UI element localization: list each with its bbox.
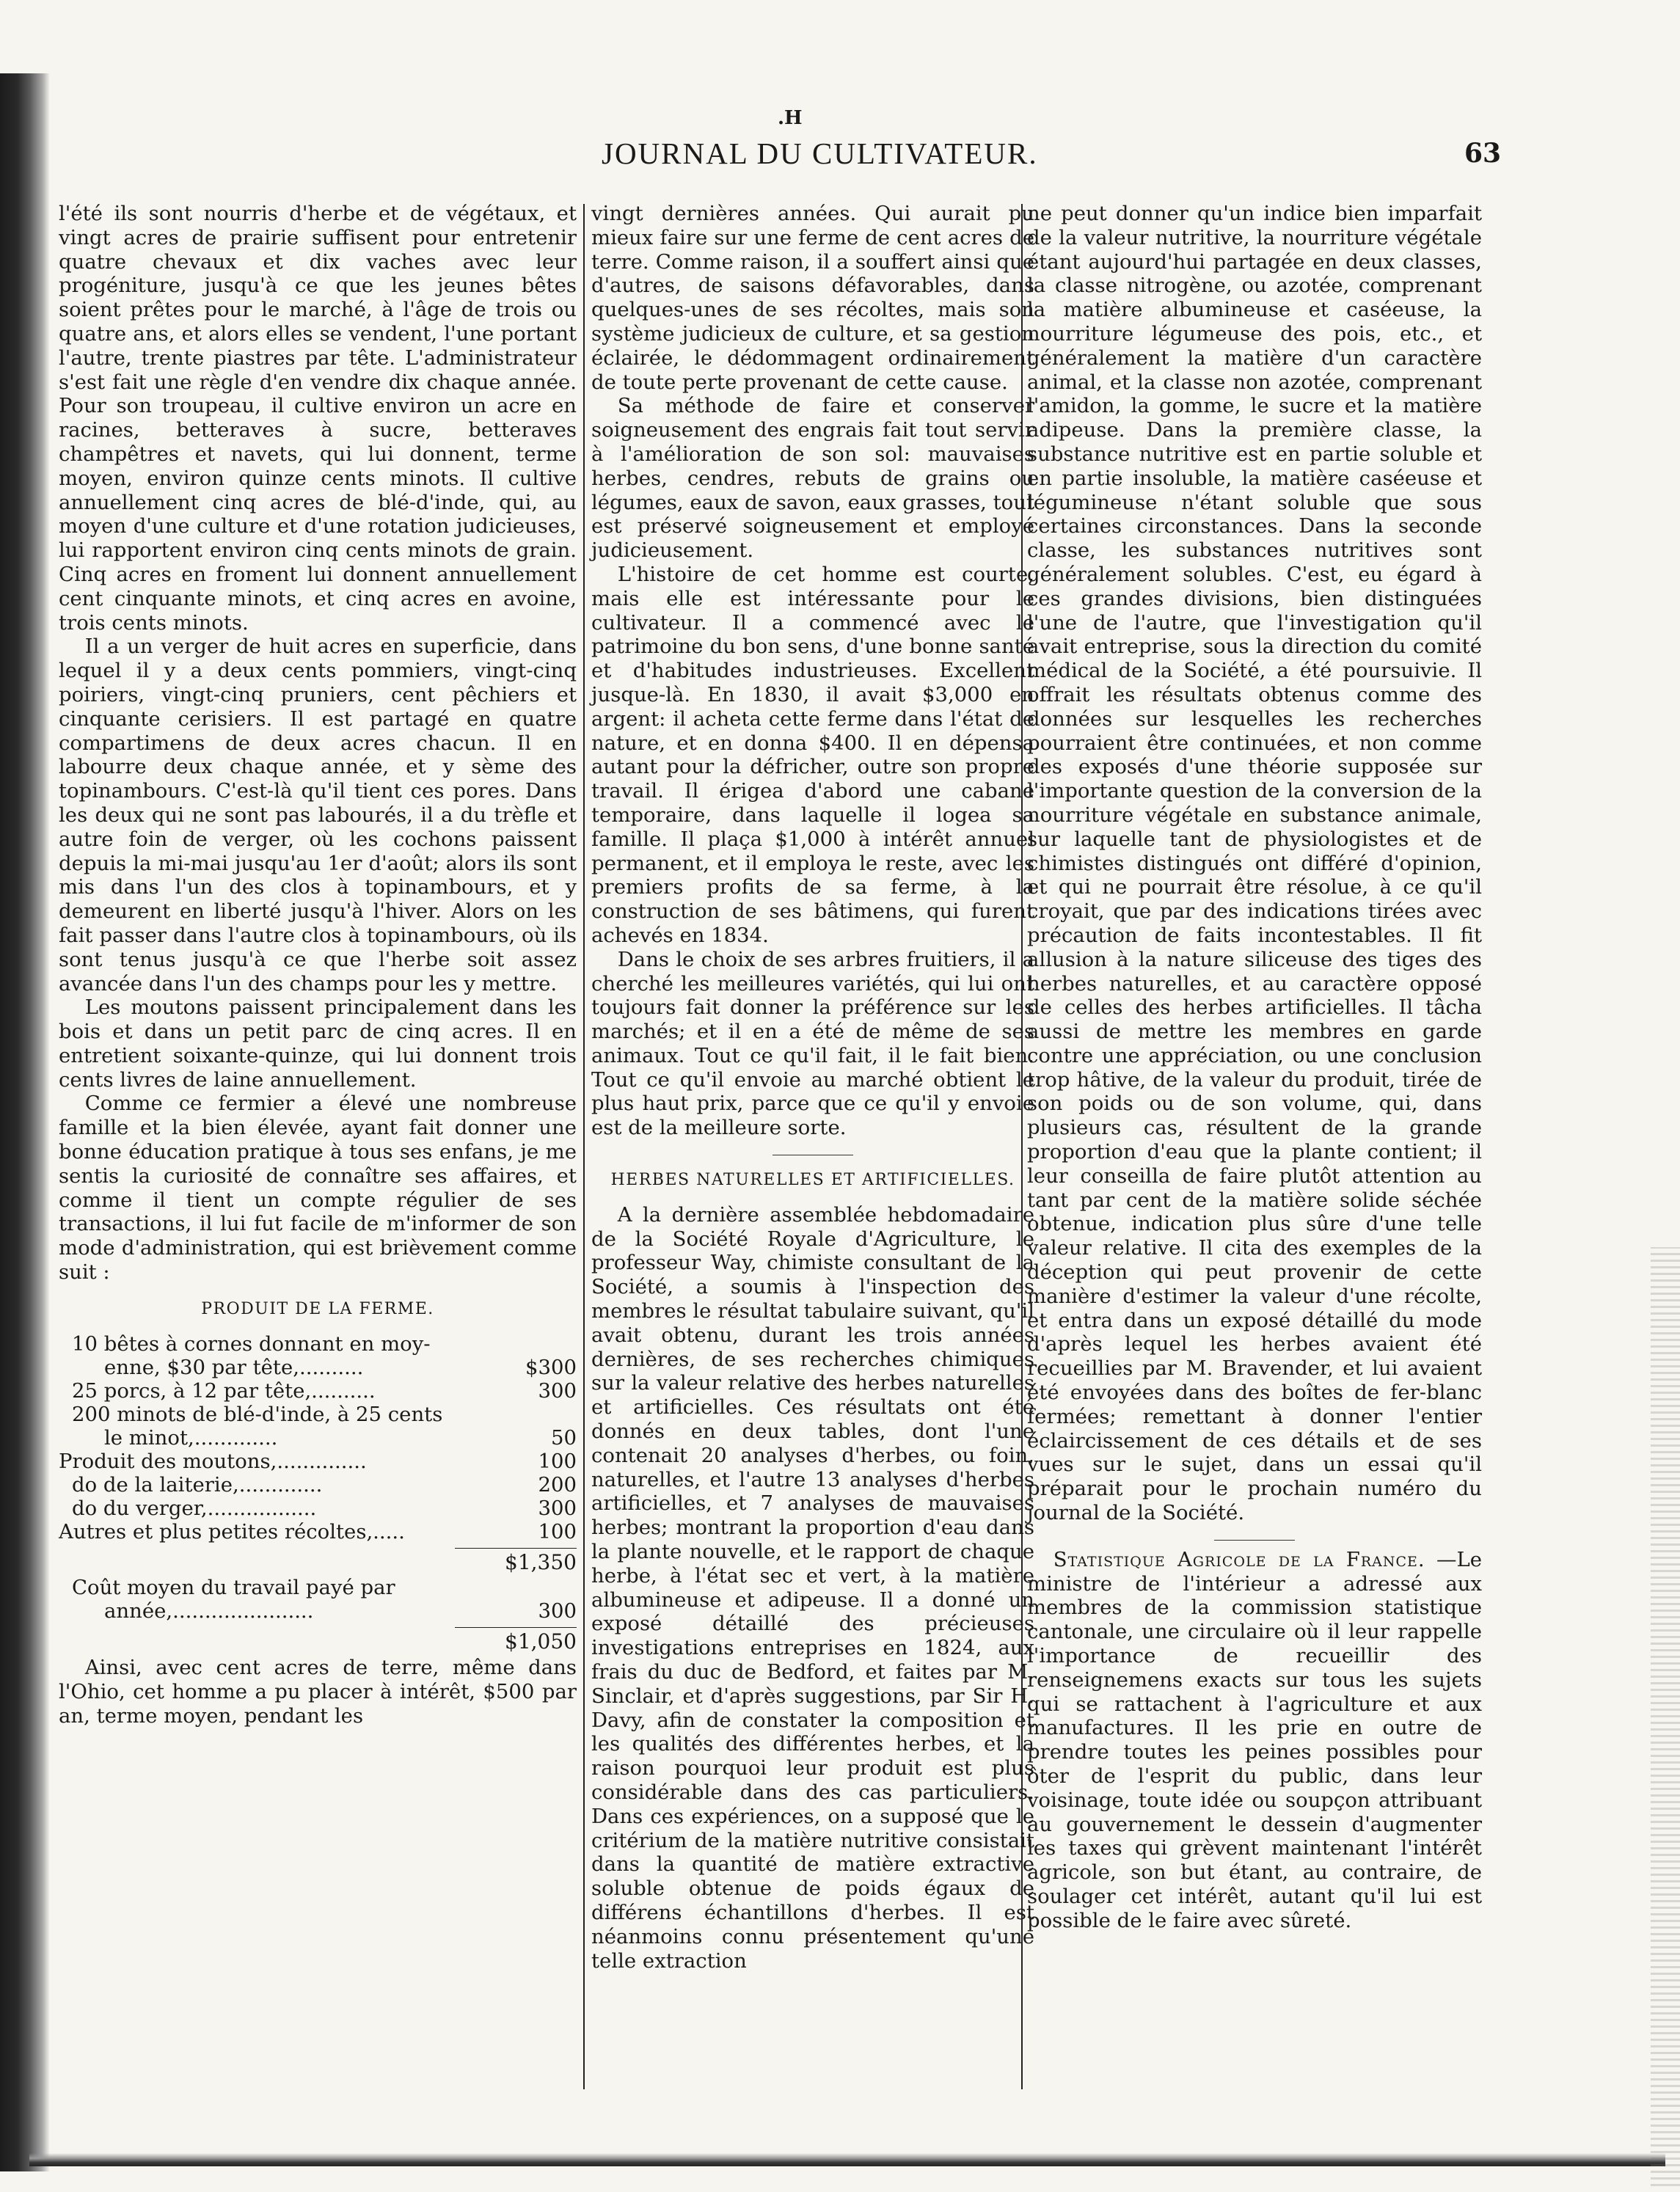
page-number: 63 bbox=[1464, 138, 1502, 169]
produit-heading: PRODUIT DE LA FERME. bbox=[201, 1299, 434, 1318]
section-text: —Le ministre de l'intérieur a adressé aux membres de la commission statistique cantonale, une circulaire où il leur rappelle l'importance de recueillir des renseignemens exacts sur tous les sujets qui se rattachent à l'agriculture et aux manufactures. Il les prie en outre de prendre toutes les peines possibles pour ôter de l'esprit du public, dans leur voisinage, toute idée ou soupçon attribuant au gouvernement le dessein d'augmenter les taxes qui grèvent maintenant l'intérêt agricole, son but étant, au contraire, de soulager cet intérêt, autant qu'il lui est possible de le faire avec sûreté. bbox=[1027, 1547, 1482, 1932]
produit-label: do du verger,................. bbox=[72, 1496, 317, 1520]
paragraph: L'histoire de cet homme est courte, mais elle est intéressante pour le cultivateur. Il a commencé avec le patrimoine du bon sens, d'une bonne santé et d'habitudes industrieuses. Excellent jusque-là. En 1830, il avait $3,000 en argent: il acheta cette ferme dans l'état de nature, et en donna $400. Il en dépensa autant pour la défricher, outre son propre travail. Il érigea d'abord une cabane temporaire, dans laquelle il logea sa famille. Il plaça $1,000 à intérêt annuel permanent, et il employa le reste, avec les premiers profits de sa ferme, à la construction de ses bâtimens, qui furent achevés en 1834. bbox=[591, 562, 1034, 947]
page-edge-speckle bbox=[1651, 1247, 1680, 2186]
journal-title: JOURNAL DU CULTIVATEUR. bbox=[602, 136, 1038, 170]
produit-row bbox=[59, 1356, 577, 1379]
cout-label: Coût moyen du travail payé par bbox=[72, 1576, 395, 1600]
cout-amount: 300 bbox=[538, 1599, 577, 1623]
net-total: $1,050 bbox=[455, 1627, 577, 1654]
produit-row bbox=[59, 1426, 577, 1450]
produit-amount: 200 bbox=[538, 1472, 577, 1497]
produit-row bbox=[59, 1332, 577, 1356]
produit-label: do de la laiterie,............. bbox=[72, 1472, 323, 1497]
paragraph bbox=[1027, 1548, 1482, 1933]
section-heading: HERBES NATURELLES ET ARTIFICIELLES. bbox=[610, 1171, 1015, 1190]
paragraph: A la dernière assemblée hebdomadaire de la Société Royale d'Agriculture, le professeur Way, chimiste consultant de la Société, a soumis à l'inspection des membres le résultat tabulaire suivant, qu'il avait obtenu, durant les trois années dernières, de ses recherches chimiques sur la valeur relative des herbes naturelles et artificielles. Ces résultats ont été donnés en deux tables, dont l'une contenait 20 analyses d'herbes, ou foin, naturelles, et l'autre 13 analyses d'herbes artificielles, et 7 analyses de mauvaises herbes; montrant la proportion d'eau dans la plante nouvelle, et le rapport de chaque herbe, à l'état sec et vert, à la matière albumineuse et adipeuse. Il a donné un exposé détaillé des précieuses investigations entreprises en 1824, aux frais du duc de Bedford, et faites par M. Sinclair, et d'après suggestions, par Sir H. Davy, afin de constater la composition et les qualités des différentes herbes, et la raison pourquoi leur produit est plus considérable dans des cas particuliers. Dans ces expériences, on a supposé que le critérium de la matière nutritive consistait dans la quantité de matière extractive soluble obtenue de poids égaux de différens échantillons d'herbes. Il est néanmoins connu présentement qu'une telle extraction bbox=[591, 1202, 1034, 1973]
paragraph: Dans le choix de ses arbres fruitiers, il a cherché les meilleures variétés, qui lui ont toujours fait donner la préférence sur les marchés; et il en a été de même de ses animaux. Tout ce qu'il fait, il le fait bien. Tout ce qu'il envoie au marché obtient le plus haut prix, parce que ce qu'il y envoie est de la meilleure sorte. bbox=[591, 947, 1034, 1140]
paragraph: Ainsi, avec cent acres de terre, même dans l'Ohio, cet homme a pu placer à intérêt, $500 par an, terme moyen, pendant les bbox=[59, 1656, 577, 1728]
produit-label: Produit des moutons,.............. bbox=[59, 1449, 367, 1473]
produit-amount: 100 bbox=[538, 1519, 577, 1543]
cout-label: année,...................... bbox=[104, 1599, 314, 1623]
produit-amount: 300 bbox=[538, 1378, 577, 1403]
paragraph: Sa méthode de faire et conserver soigneusement des engrais fait tout servir à l'amélioration de son sol: mauvaises herbes, cendres, rebuts de grains ou légumes, eaux de savon, eaux grasses, tout est préservé soigneusement et employé judicieusement. bbox=[591, 394, 1034, 563]
column-middle bbox=[591, 202, 1034, 1973]
produit-amount: $300 bbox=[525, 1355, 577, 1379]
produit-amount: 50 bbox=[551, 1425, 577, 1450]
produit-row bbox=[59, 1450, 577, 1473]
produit-row bbox=[59, 1473, 577, 1497]
produit-label: 10 bêtes à cornes donnant en moy- bbox=[72, 1331, 431, 1356]
produit-subtotal: $1,350 bbox=[455, 1548, 577, 1575]
produit-label: Autres et plus petites récoltes,..... bbox=[59, 1519, 405, 1543]
header-mark: .H bbox=[778, 107, 803, 129]
cout-row bbox=[59, 1599, 577, 1623]
page-binding-shadow bbox=[0, 73, 50, 2171]
produit-table bbox=[59, 1332, 577, 1543]
paragraph: Il a un verger de huit acres en superficie, dans lequel il y a deux cents pommiers, vingt-cinq poiriers, vingt-cinq pruniers, cent pêchiers et cinquante cerisiers. Il est partagé en quatre compartimens de deux acres chacun. Il en labourre deux chaque année, et y sème des topinambours. C'est-là qu'il tient ces pores. Dans les deux qui ne sont pas labourés, il a du trèfle et autre foin de verger, où les cochons paissent depuis la mi-mai jusqu'au 1er d'août; alors ils sont mis dans l'un des clos à topinambours, et y demeurent en liberté jusqu'à l'hiver. Alors on les fait passer dans l'autre clos à topinambours, où ils sont tenus jusqu'à ce que l'herbe soit assez avancée dans l'un des champs pour les y mettre. bbox=[59, 635, 577, 995]
paragraph: vingt dernières années. Qui aurait pu mieux faire sur une ferme de cent acres de terre. Comme raison, il a souffert ainsi que d'autres, de saisons défavorables, dans quelques-unes de ses récoltes, mais son système judicieux de culture, et sa gestion éclairée, le dédommagent ordinairement de toute perte provenant de cette cause. bbox=[591, 202, 1034, 394]
section-divider bbox=[1214, 1540, 1295, 1541]
section-title: Statistique Agricole de la France. bbox=[1053, 1547, 1425, 1571]
produit-amount bbox=[571, 1332, 577, 1356]
column-right bbox=[1027, 202, 1482, 1933]
paragraph: l'été ils sont nourris d'herbe et de végétaux, et vingt acres de prairie suffisent pour entretenir quatre chevaux et dix vaches avec leur progéniture, jusqu'à ce que les jeunes bêtes soient prêtes pour le marché, à l'âge de trois ou quatre ans, et alors elles se vendent, l'une portant l'autre, trente piastres par tête. L'administrateur s'est fait une règle d'en vendre dix chaque année. Pour son troupeau, il cultive environ un acre en racines, betteraves à sucre, betteraves champêtres et navets, qui lui donnent, terme moyen, environ quinze cents minots. Il cultive annuellement cinq acres de blé-d'inde, qui, au moyen d'une culture et d'une rotation judicieuses, lui rapportent environ cinq cents minots de grain. Cinq acres en froment lui donnent annuellement cent cinquante minots, et cinq acres en avoine, trois cents minots. bbox=[59, 202, 577, 635]
produit-amount: 300 bbox=[538, 1496, 577, 1520]
produit-label: 200 minots de blé-d'inde, à 25 cents bbox=[72, 1402, 443, 1426]
produit-row bbox=[59, 1497, 577, 1520]
column-left bbox=[59, 202, 577, 1728]
paragraph: ne peut donner qu'un indice bien imparfait de la valeur nutritive, la nourriture végétale étant aujourd'hui partagée en deux classes, la classe nitrogène, ou azotée, comprenant la matière albumineuse et caséeuse, la nourriture légumeuse des pois, etc., et généralement la matière d'un caractère animal, et la classe non azotée, comprenant l'amidon, la gomme, le sucre et la matière adipeuse. Dans la première classe, la substance nutritive est en partie soluble et en partie insoluble, la matière caséeuse et légumineuse n'étant soluble que sous certaines circonstances. Dans la seconde classe, les substances nutritives sont généralement solubles. C'est, eu égard à ces grandes divisions, bien distinguées l'une de l'autre, que l'investigation qu'il avait entreprise, sous la direction du comité médical de la Société, a été poursuivie. Il offrait les résultats obtenus comme des données sur lesquelles les recherches pourraient être continuées, et non comme des exposés d'une théorie supposée sur l'importante question de la conversion de la nourriture végétale en substance animale, sur laquelle tant de physiologistes et de chimistes distingués ont différé d'opinion, et qui ne pourrait être résolue, à ce qu'il croyait, que par des indications tirées avec précaution de faits incontestables. Il fit allusion à la nature siliceuse des tiges des herbes naturelles, et au caractère opposé de celles des herbes artificielles. Il tâcha aussi de mettre les membres en garde contre une appréciation, ou une conclusion trop hâtive, de la valeur du produit, tirée de son poids ou de son volume, qui, dans plusieurs cas, résultent de la grande proportion d'eau que la plante contient; il leur conseilla de faire plutôt attention au tant par cent de la matière solide séchée obtenue, indication plus sûre d'une telle valeur relative. Il cita des exemples de la déception qui peut provenir de cette manière d'estimer la valeur d'une récolte, et entra dans un exposé détaillé du mode d'après lequel les herbes avaient été recueillies par M. Bravender, et lui avaient été envoyées dans des boîtes de fer-blanc fermées; remettant à donner l'entier éclaircissement de ces détails et de ses vues sur le sujet, dans un essai qu'il préparait pour le prochain numéro du journal de la Société. bbox=[1027, 202, 1482, 1525]
column-divider bbox=[583, 204, 585, 2089]
produit-row bbox=[59, 1403, 577, 1426]
cout-row bbox=[59, 1576, 577, 1599]
paragraph: Les moutons paissent principalement dans les bois et dans un petit parc de cinq acres. Il en entretient soixante-quinze, qui lui donnent trois cents livres de laine annuellement. bbox=[59, 995, 577, 1092]
page-bottom-shadow bbox=[29, 2153, 1665, 2166]
produit-amount: 100 bbox=[538, 1449, 577, 1473]
produit-label: le minot,............. bbox=[104, 1425, 278, 1450]
produit-label: enne, $30 par tête,.......... bbox=[104, 1355, 364, 1379]
produit-label: 25 porcs, à 12 par tête,.......... bbox=[72, 1378, 376, 1403]
paragraph: Comme ce fermier a élevé une nombreuse famille et la bien élevée, ayant fait donner une bonne éducation pratique à tous ses enfans, je me sentis la curiosité de connaître ses affaires, et comme il tient un compte régulier de ses transactions, il lui fut facile de m'informer de son mode d'administration, qui est brièvement comme suit : bbox=[59, 1092, 577, 1285]
produit-row bbox=[59, 1379, 577, 1403]
produit-row bbox=[59, 1520, 577, 1543]
produit-amount bbox=[571, 1403, 577, 1426]
